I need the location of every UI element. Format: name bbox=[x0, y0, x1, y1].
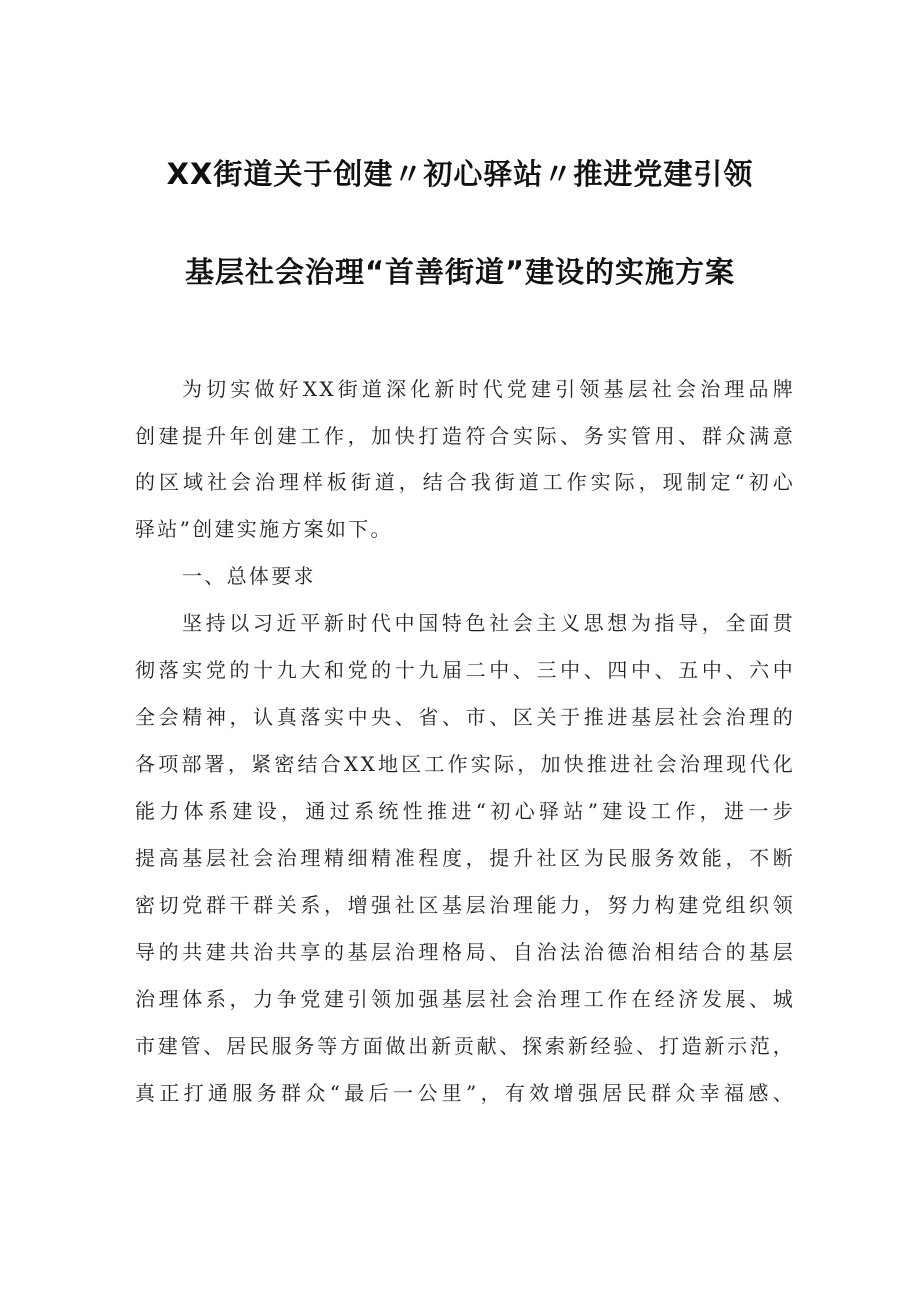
intro-paragraph-line: 创建提升年创建工作，加快打造符合实际、务实管用、群众满意 bbox=[135, 424, 795, 448]
intro-paragraph-line: 为切实做好XX街道深化新时代党建引领基层社会治理品牌 bbox=[182, 377, 795, 401]
requirements-paragraph-line: 各项部署，紧密结合XX地区工作实际，加快推进社会治理现代化 bbox=[135, 752, 795, 776]
requirements-paragraph-line: 市建管、居民服务等方面做出新贡献、探索新经验、打造新示范， bbox=[135, 1034, 795, 1058]
requirements-paragraph-line: 全会精神，认真落实中央、省、市、区关于推进基层社会治理的 bbox=[135, 705, 795, 729]
requirements-paragraph-line: 能力体系建设，通过系统性推进“初心驿站”建设工作，进一步 bbox=[135, 799, 795, 823]
intro-paragraph-line: 的区域社会治理样板街道，结合我街道工作实际，现制定“初心 bbox=[135, 470, 795, 494]
requirements-paragraph-line: 彻落实党的十九大和党的十九届二中、三中、四中、五中、六中 bbox=[135, 658, 795, 682]
section-heading: 一、总体要求 bbox=[182, 564, 316, 588]
requirements-paragraph-line: 密切党群干群关系，增强社区基层治理能力，努力构建党组织领 bbox=[135, 893, 795, 917]
document-title-line-2: 基层社会治理“首善街道”建设的实施方案 bbox=[184, 255, 736, 289]
requirements-paragraph-line: 导的共建共治共享的基层治理格局、自治法治德治相结合的基层 bbox=[135, 940, 795, 964]
requirements-paragraph-line: 坚持以习近平新时代中国特色社会主义思想为指导，全面贯 bbox=[182, 611, 795, 635]
requirements-paragraph-line: 提高基层社会治理精细精准程度，提升社区为民服务效能，不断 bbox=[135, 846, 795, 870]
document-title-line-1: XX街道关于创建〃初心驿站〃推进党建引领 bbox=[166, 157, 754, 191]
requirements-paragraph-line: 治理体系，力争党建引领加强基层社会治理工作在经济发展、城 bbox=[135, 987, 795, 1011]
intro-paragraph-line: 驿站”创建实施方案如下。 bbox=[135, 517, 393, 541]
requirements-paragraph-line: 真正打通服务群众“最后一公里”，有效增强居民群众幸福感、 bbox=[135, 1081, 795, 1105]
